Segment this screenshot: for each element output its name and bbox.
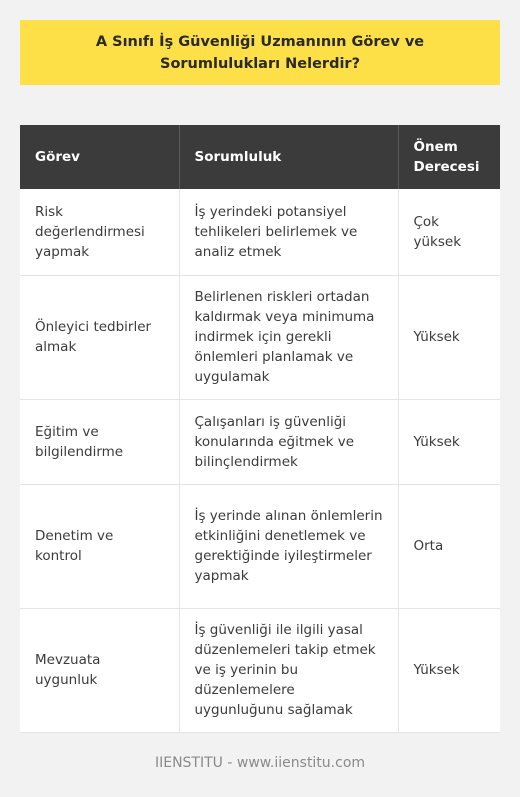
cell-onem-derecesi: Orta bbox=[398, 484, 500, 608]
column-header-onem-derecesi: Önem Derecesi bbox=[398, 125, 500, 189]
cell-onem-derecesi: Yüksek bbox=[398, 399, 500, 484]
column-header-gorev: Görev bbox=[20, 125, 179, 189]
page-title: A Sınıfı İş Güvenliği Uzmanının Görev ve Sorumlulukları Nelerdir? bbox=[95, 33, 425, 72]
table-row bbox=[20, 189, 500, 275]
duties-table bbox=[20, 125, 500, 733]
cell-gorev: Eğitim ve bilgilendirme bbox=[20, 399, 179, 484]
cell-gorev: Mevzuata uygunluk bbox=[20, 608, 179, 732]
cell-sorumluluk: İş yerindeki potansiyel tehlikeleri belirlemek ve analiz etmek bbox=[179, 189, 398, 275]
table-row bbox=[20, 484, 500, 608]
cell-sorumluluk: Çalışanları iş güvenliği konularında eğitmek ve bilinçlendirmek bbox=[179, 399, 398, 484]
footer-credit: IIENSTITU - www.iienstitu.com bbox=[154, 755, 366, 771]
column-header-sorumluluk: Sorumluluk bbox=[179, 125, 398, 189]
cell-onem-derecesi: Çok yüksek bbox=[398, 189, 500, 275]
cell-onem-derecesi: Yüksek bbox=[398, 608, 500, 732]
table-row bbox=[20, 399, 500, 484]
cell-sorumluluk: İş güvenliği ile ilgili yasal düzenlemeleri takip etmek ve iş yerinin bu düzenlemelere uygunluğunu sağlamak bbox=[179, 608, 398, 732]
table-header-row bbox=[20, 125, 500, 189]
cell-sorumluluk: Belirlenen riskleri ortadan kaldırmak veya minimuma indirmek için gerekli önlemleri planlamak ve uygulamak bbox=[179, 275, 398, 399]
title-banner bbox=[20, 20, 500, 85]
table-row bbox=[20, 275, 500, 399]
cell-gorev: Önleyici tedbirler almak bbox=[20, 275, 179, 399]
table-row bbox=[20, 608, 500, 732]
cell-sorumluluk: İş yerinde alınan önlemlerin etkinliğini denetlemek ve gerektiğinde iyileştirmeler yapmak bbox=[179, 484, 398, 608]
cell-gorev: Denetim ve kontrol bbox=[20, 484, 179, 608]
cell-gorev: Risk değerlendirmesi yapmak bbox=[20, 189, 179, 275]
cell-onem-derecesi: Yüksek bbox=[398, 275, 500, 399]
